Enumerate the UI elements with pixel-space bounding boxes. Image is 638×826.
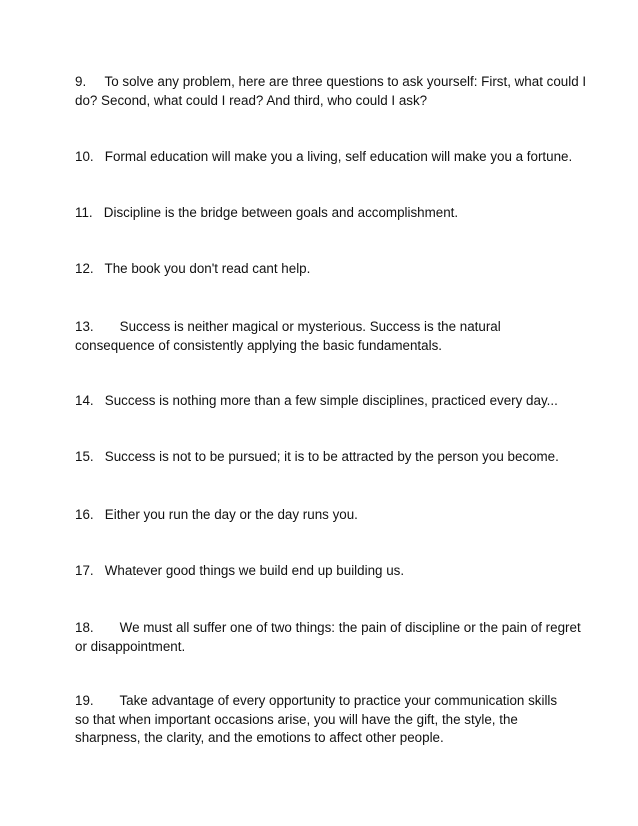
list-item-9-line-2: do? Second, what could I read? And third, who could I ask? (75, 92, 428, 108)
list-item-text: Whatever good things we build end up building us. (104, 563, 405, 578)
list-item-number: 19. (75, 693, 94, 708)
list-item-18 (75, 619, 581, 656)
list-item-11 (75, 204, 575, 223)
list-item-9 (75, 73, 587, 110)
list-item-text: Success is neither magical or mysterious. Success is the natural (119, 319, 501, 334)
list-item-19-line-3: sharpness, the clarity, and the emotions to affect other people. (75, 730, 444, 745)
list-item-number: 18. (75, 620, 94, 635)
list-item-17 (75, 562, 575, 581)
list-item-13-line-2: consequence of consistently applying the basic fundamentals. (75, 337, 442, 353)
list-item-text: Formal education will make you a living, self education will make you a fortune. (104, 149, 573, 164)
list-item-number: 17. (75, 563, 94, 578)
list-item-16 (75, 506, 575, 525)
list-item-number: 14. (75, 393, 94, 408)
list-item-number: 15. (75, 449, 94, 464)
list-item-13 (75, 318, 575, 355)
list-item-text: Take advantage of every opportunity to practice your communication skills (119, 693, 558, 708)
list-item-10 (75, 148, 575, 167)
list-item-text: To solve any problem, here are three questions to ask yourself: First, what could I (104, 74, 587, 89)
list-item-19 (75, 692, 575, 748)
list-item-text: Discipline is the bridge between goals and accomplishment. (103, 205, 459, 220)
list-item-number: 16. (75, 507, 94, 522)
list-item-14 (75, 392, 575, 411)
list-item-15 (75, 448, 575, 467)
list-item-text: Success is nothing more than a few simple disciplines, practiced every day... (104, 393, 558, 408)
list-item-text: The book you don't read cant help. (104, 261, 311, 276)
list-item-12 (75, 260, 575, 279)
list-item-text: Success is not to be pursued; it is to be attracted by the person you become. (104, 449, 559, 464)
list-item-number: 11. (75, 205, 93, 220)
list-item-19-line-2: so that when important occasions arise, you will have the gift, the style, the (75, 711, 518, 727)
list-item-9-line-1 (75, 73, 587, 92)
list-item-number: 12. (75, 261, 94, 276)
list-item-text: Either you run the day or the day runs you. (104, 507, 358, 522)
list-item-number: 10. (75, 149, 94, 164)
list-item-number: 9. (75, 74, 87, 89)
list-item-18-line-2: or disappointment. (75, 638, 186, 654)
list-item-text: We must all suffer one of two things: the pain of discipline or the pain of regret (119, 620, 581, 635)
list-item-number: 13. (75, 319, 94, 334)
